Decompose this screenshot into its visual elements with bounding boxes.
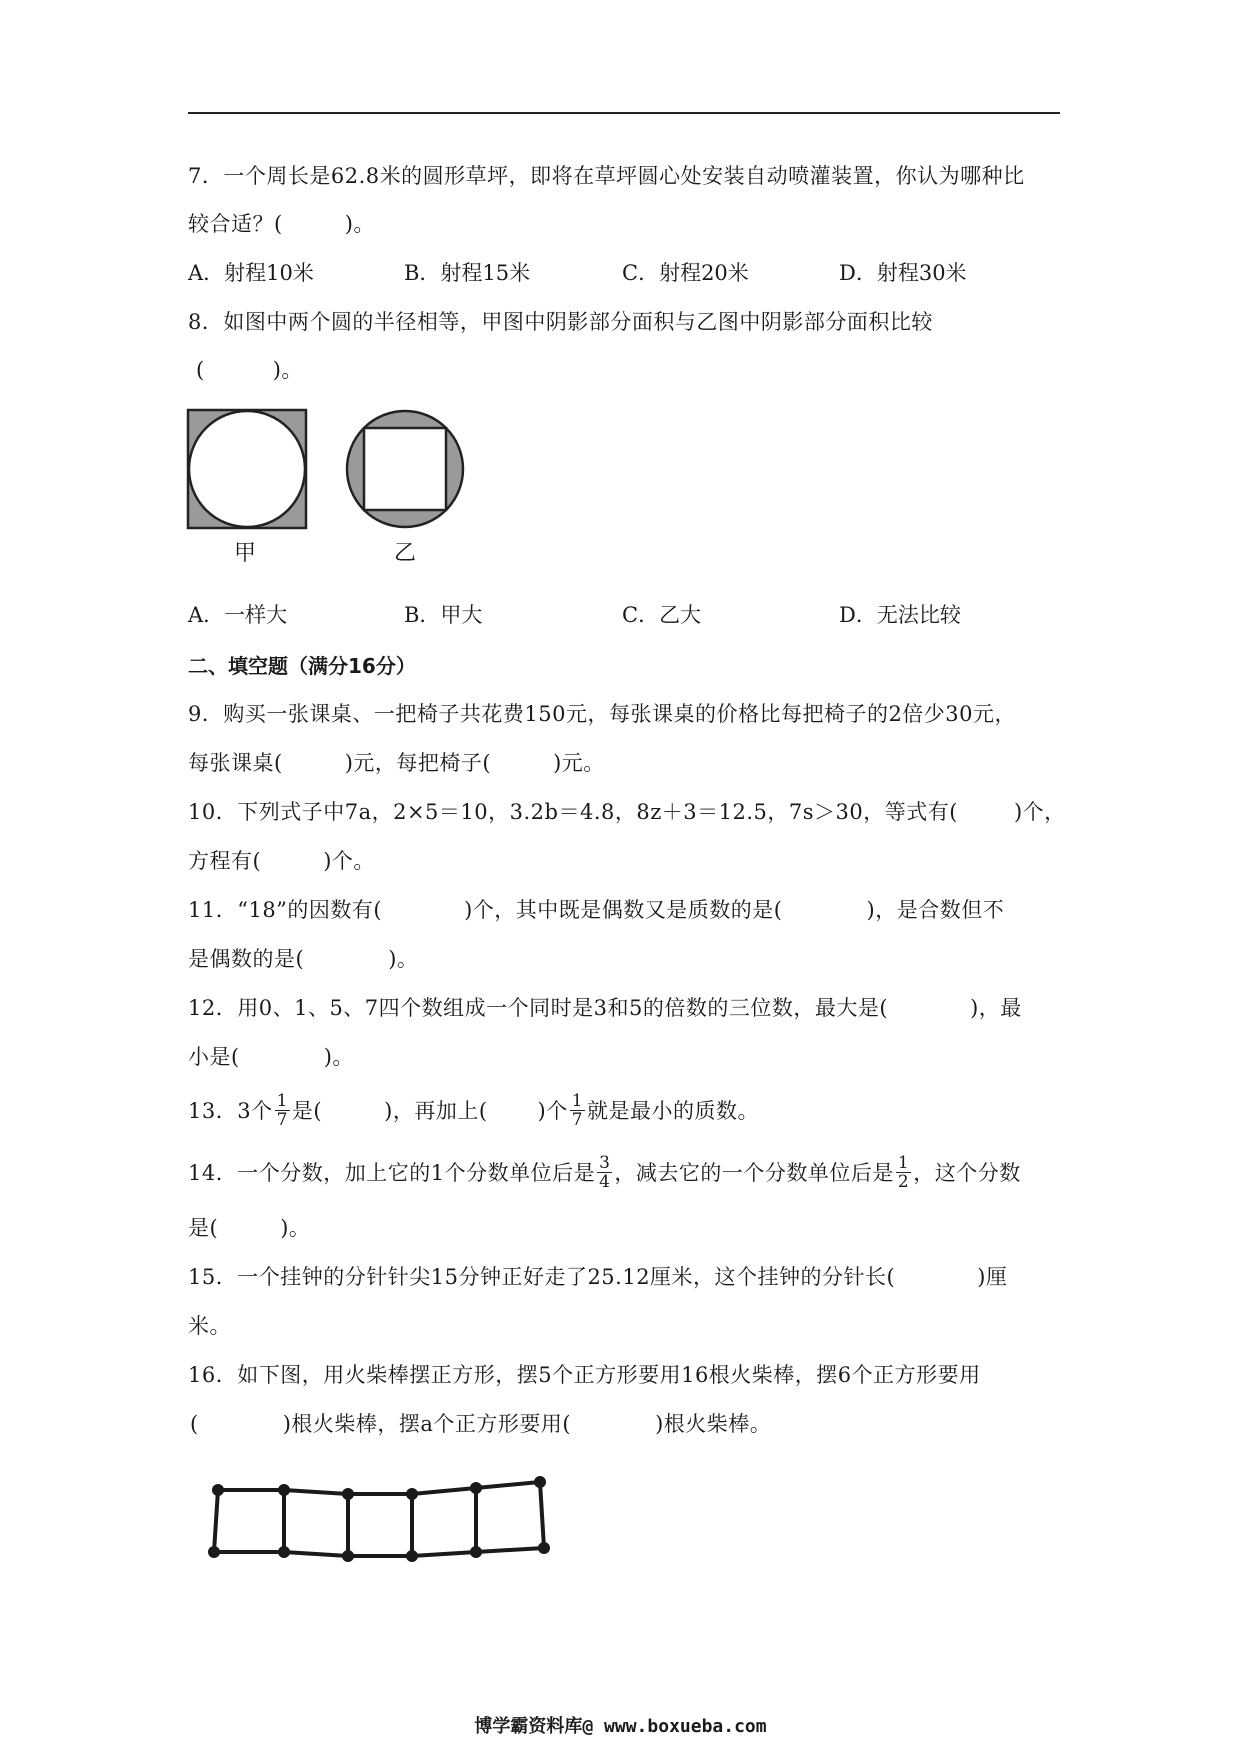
fraction-one-seventh-2: $\frac{1}{7}$ — [571, 1091, 584, 1130]
q10-line2: 方程有( )个。 — [188, 849, 375, 873]
q8-option-c: C．乙大 — [622, 603, 702, 627]
q8-option-d: D．无法比较 — [839, 603, 961, 627]
q14-line2: 是( )。 — [188, 1216, 311, 1240]
q11-line1: 11．“18”的因数有( )个，其中既是偶数又是质数的是( )，是合数但不 — [188, 898, 1005, 922]
q8-line1: 8．如图中两个圆的半径相等，甲图中阴影部分面积与乙图中阴影部分面积比较 — [188, 310, 933, 334]
q15-line1: 15．一个挂钟的分针针尖15分钟正好走了25.12厘米，这个挂钟的分针长( )厘 — [188, 1265, 1008, 1289]
figure-jia — [188, 410, 306, 528]
q16-line2: ( )根火柴棒，摆a个正方形要用( )根火柴棒。 — [190, 1412, 772, 1436]
header-rule — [188, 112, 1060, 114]
q8-option-b: B．甲大 — [404, 603, 483, 627]
q14-line1: 14．一个分数，加上它的1个分数单位后是 $\frac{3}{4}$ ，减去它的一个分数单位后是 $\frac{1}{2}$ ，这个分数 — [188, 1153, 1021, 1192]
section-heading-fill-blank: 二、填空题（满分16分） — [188, 654, 416, 678]
q12-line2: 小是( )。 — [188, 1045, 354, 1069]
q8-option-a: A．一样大 — [188, 603, 288, 627]
q7-option-a: A．射程10米 — [188, 261, 314, 285]
figure-label-yi: 乙 — [394, 541, 417, 566]
fraction-one-half: $\frac{1}{2}$ — [897, 1153, 910, 1192]
q7-option-d: D．射程30米 — [839, 261, 967, 285]
q8-figure — [186, 408, 472, 538]
q12-line1: 12．用0、1、5、7四个数组成一个同时是3和5的倍数的三位数，最大是( )，最 — [188, 996, 1022, 1020]
q13-line: 13．3个 $\frac{1}{7}$ 是( )，再加上( )个 $\frac{1}{7}$ 就是最小的质数。 — [188, 1091, 760, 1130]
figure-yi — [347, 411, 463, 527]
matchstick-figure — [200, 1468, 560, 1568]
q9-line1: 9．购买一张课桌、一把椅子共花费150元，每张课桌的价格比每把椅子的2倍少30元， — [188, 702, 1017, 726]
q10-line1: 10．下列式子中7a，2×5＝10，3.2b＝4.8，8z＋3＝12.5，7s＞30，等式有( )个， — [188, 800, 1066, 824]
q7-option-b: B．射程15米 — [404, 261, 531, 285]
figure-label-jia: 甲 — [234, 541, 257, 566]
q11-line2: 是偶数的是( )。 — [188, 947, 419, 971]
fraction-three-quarters: $\frac{3}{4}$ — [599, 1153, 611, 1192]
q8-line2: ( )。 — [196, 358, 303, 382]
q15-line2: 米。 — [188, 1314, 231, 1338]
q7-line2: 较合适？( )。 — [188, 212, 375, 236]
q9-line2: 每张课桌( )元，每把椅子( )元。 — [188, 751, 605, 775]
q16-line1: 16．如下图，用火柴棒摆正方形，摆5个正方形要用16根火柴棒，摆6个正方形要用 — [188, 1363, 981, 1387]
q7-line1: 7．一个周长是62.8米的圆形草坪，即将在草坪圆心处安装自动喷灌装置，你认为哪种比 — [188, 164, 1025, 188]
q7-option-c: C．射程20米 — [622, 261, 749, 285]
fraction-one-seventh: $\frac{1}{7}$ — [276, 1091, 288, 1130]
footer-watermark: 博学霸资料库@ www.boxueba.com — [474, 1716, 767, 1737]
